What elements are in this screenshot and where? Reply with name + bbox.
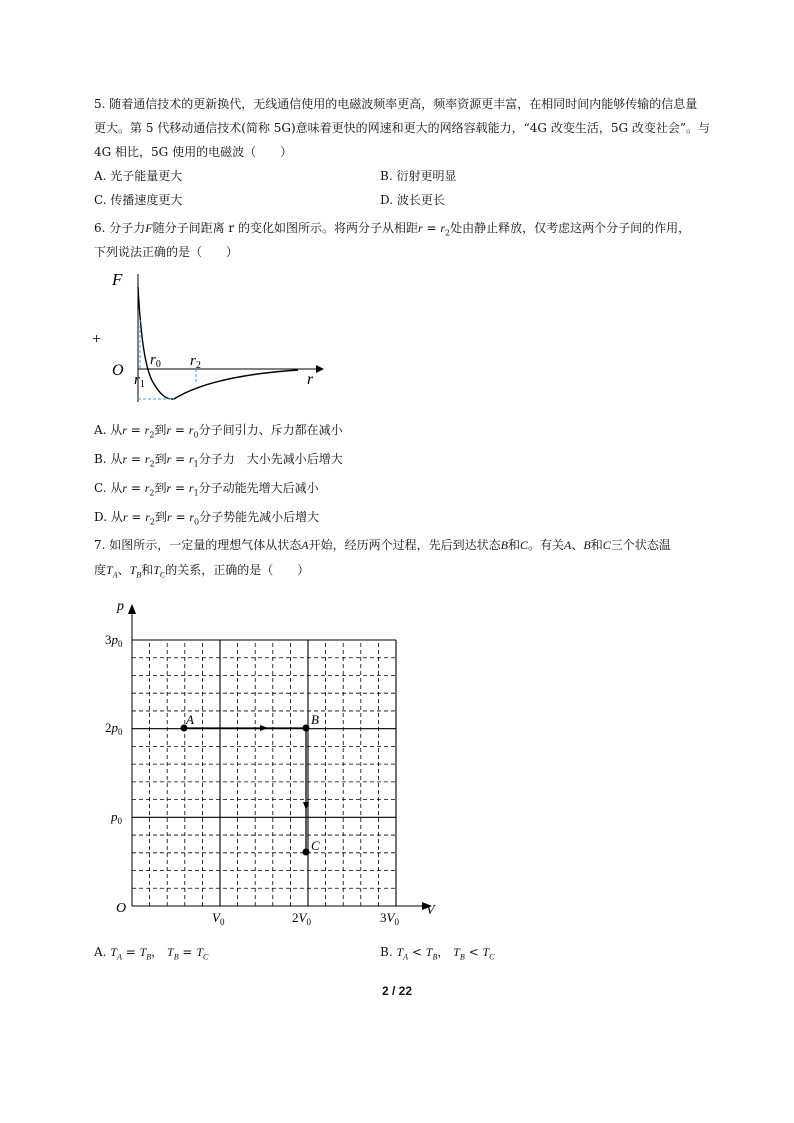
grid-solid-lines [132,640,396,906]
arrow-a-to-b [260,725,268,731]
p-axis-label: p [117,599,124,614]
q7-line1: 7. 如图所示，一定量的理想气体从状态A开始，经历两个过程，先后到达状态B和C。有关A、B和C三个状态温 [94,538,671,552]
q6-option-b: B. 从$r = r_2$到$r = r_1$分子力 大小先减小后增大 [94,452,343,469]
r2-label: $r_2$ [190,353,201,371]
origin-o-label: O [116,901,127,916]
state-c-label: C [311,838,320,853]
plus-sign: + [92,331,102,348]
r1-label: $r_1$ [134,372,145,390]
v-axis-label: V [426,903,435,918]
q7-option-b: B. $T_A < T_B$， $T_B < T_C$ [380,945,495,962]
state-b-label: B [311,712,319,727]
pv-diagram [90,592,450,932]
force-axis-label: F [112,270,123,289]
q5-option-c: C. 传播速度更大 [94,193,183,207]
grid-dashed-lines [132,640,396,906]
y-tick-3p0: $3p_0$ [105,632,123,649]
state-c-point [303,849,310,856]
q6-option-a: A. 从$r = r_2$到$r = r_0$分子间引力、斥力都在减小 [94,423,343,440]
y-tick-p0: $p_0$ [111,809,122,826]
x-tick-2v0: $2V_0$ [292,910,311,927]
state-b-point [303,725,310,732]
force-curve [138,287,298,399]
distance-axis-label: r [307,371,314,388]
page-number: 2 / 22 [381,984,413,998]
q5-option-d: D. 波长更长 [380,193,445,207]
q5-line3: 4G 相比，5G 使用的电磁波（ ） [94,145,293,159]
x-tick-v0: $V_0$ [212,910,225,927]
y-tick-2p0: $2p_0$ [105,720,123,737]
origin-label: O [112,362,124,379]
r-axis-arrow [316,365,324,373]
q6-line2: 下列说法正确的是（ ） [94,245,239,259]
q5-option-b: B. 衍射更明显 [380,169,457,183]
q5-option-a: A. 光子能量更大 [94,169,183,183]
state-a-label: A [186,712,194,727]
q6-option-c: C. 从$r = r_2$到$r = r_1$分子动能先增大后减小 [94,481,319,498]
x-tick-3v0: $3V_0$ [380,910,399,927]
p-axis-arrow [128,604,136,614]
q6-line1: 6. 分子力F随分子间距离 r 的变化如图所示。将两分子从相距$r = r_2$处由静止释放，仅考虑这两个分子间的作用， [94,221,691,238]
q7-line2: 度$T_A$、$T_B$和$T_C$的关系，正确的是（ ） [94,563,310,580]
q6-option-d: D. 从$r = r_2$到$r = r_0$分子势能先减小后增大 [94,510,320,527]
q7-option-a: A. $T_A = T_B$， $T_B = T_C$ [94,945,209,962]
r0-label: $r_0$ [150,352,161,370]
q5-line1: 5. 随着通信技术的更新换代，无线通信使用的电磁波频率更高，频率资源更丰富，在相同时间内能够传输的信息量 [94,97,698,111]
molecular-force-graph [88,262,328,412]
q5-line2: 更大。第 5 代移动通信技术(简称 5G)意味着更快的网速和更大的网络容载能力，“4G 改变生活，5G 改变社会”。与 [94,121,711,135]
